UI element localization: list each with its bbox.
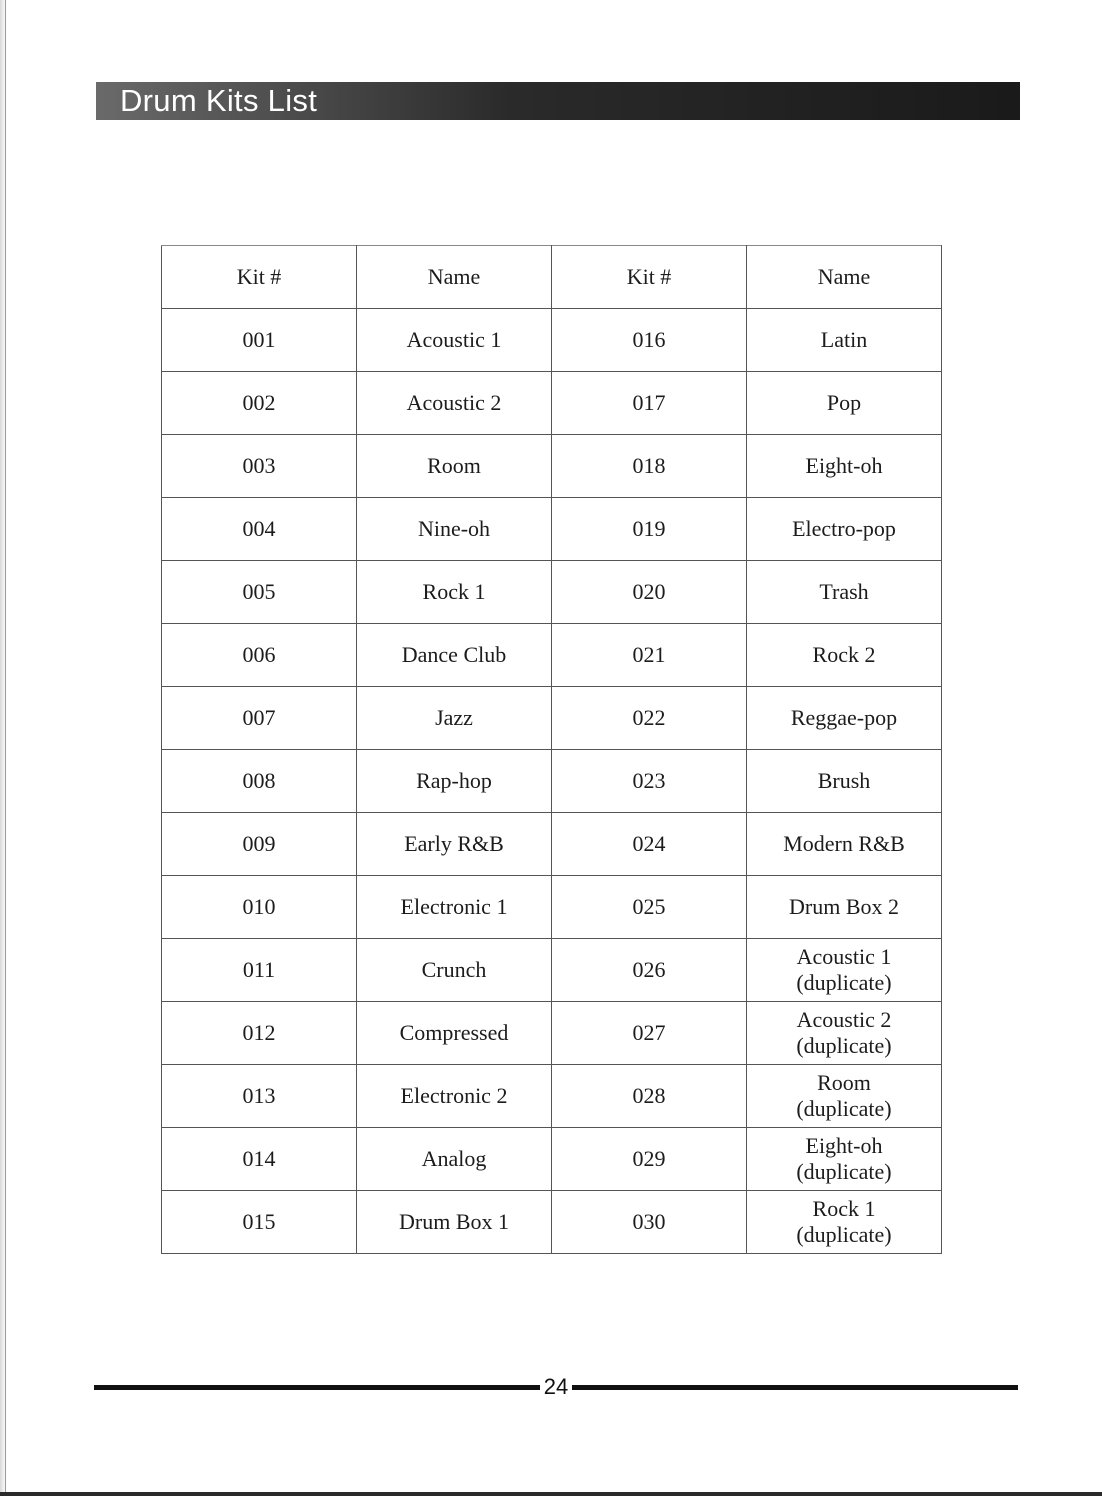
kit-name-cell: Acoustic 2 (duplicate) xyxy=(747,1002,942,1065)
kit-number-cell: 018 xyxy=(552,435,747,498)
kit-number-cell: 012 xyxy=(162,1002,357,1065)
table-row xyxy=(162,309,942,372)
page-left-edge xyxy=(0,0,7,1496)
kit-name-cell: Brush xyxy=(747,750,942,813)
kit-name-cell: Modern R&B xyxy=(747,813,942,876)
kit-name-cell: Dance Club xyxy=(357,624,552,687)
kit-number-cell: 003 xyxy=(162,435,357,498)
table-row xyxy=(162,372,942,435)
kit-number-cell: 005 xyxy=(162,561,357,624)
kit-name-cell: Room (duplicate) xyxy=(747,1065,942,1128)
kit-number-cell: 010 xyxy=(162,876,357,939)
kit-number-cell: 001 xyxy=(162,309,357,372)
table-row xyxy=(162,624,942,687)
kit-name-cell: Jazz xyxy=(357,687,552,750)
kit-name-cell: Rock 2 xyxy=(747,624,942,687)
kit-number-cell: 004 xyxy=(162,498,357,561)
column-header-name: Name xyxy=(747,246,942,309)
kit-number-cell: 011 xyxy=(162,939,357,1002)
kit-name-cell: Electronic 2 xyxy=(357,1065,552,1128)
page-footer xyxy=(94,1372,1018,1402)
kit-name-cell: Eight-oh xyxy=(747,435,942,498)
kit-number-cell: 030 xyxy=(552,1191,747,1254)
table-row xyxy=(162,750,942,813)
kit-number-cell: 009 xyxy=(162,813,357,876)
table-row xyxy=(162,1191,942,1254)
kit-name-cell: Rock 1 (duplicate) xyxy=(747,1191,942,1254)
table-header-row xyxy=(162,246,942,309)
column-header-name: Name xyxy=(357,246,552,309)
kit-number-cell: 025 xyxy=(552,876,747,939)
kit-name-cell: Acoustic 1 (duplicate) xyxy=(747,939,942,1002)
table-row xyxy=(162,687,942,750)
kit-number-cell: 028 xyxy=(552,1065,747,1128)
kit-number-cell: 017 xyxy=(552,372,747,435)
column-header-kit-number: Kit # xyxy=(552,246,747,309)
kit-number-cell: 008 xyxy=(162,750,357,813)
kit-name-cell: Reggae-pop xyxy=(747,687,942,750)
kit-number-cell: 024 xyxy=(552,813,747,876)
kit-number-cell: 019 xyxy=(552,498,747,561)
kit-number-cell: 014 xyxy=(162,1128,357,1191)
drum-kits-table xyxy=(161,245,942,1254)
kit-name-cell: Drum Box 2 xyxy=(747,876,942,939)
kit-name-cell: Acoustic 1 xyxy=(357,309,552,372)
table-row xyxy=(162,561,942,624)
kit-name-cell: Nine-oh xyxy=(357,498,552,561)
page-bottom-edge xyxy=(0,1492,1102,1496)
footer-rule-right xyxy=(572,1385,1018,1390)
kit-number-cell: 002 xyxy=(162,372,357,435)
kit-number-cell: 029 xyxy=(552,1128,747,1191)
table-row xyxy=(162,876,942,939)
table-row xyxy=(162,1065,942,1128)
section-title-bar xyxy=(96,82,1020,120)
footer-rule-left xyxy=(94,1385,540,1390)
kit-number-cell: 016 xyxy=(552,309,747,372)
column-header-kit-number: Kit # xyxy=(162,246,357,309)
kit-number-cell: 026 xyxy=(552,939,747,1002)
kit-name-cell: Compressed xyxy=(357,1002,552,1065)
kit-name-cell: Trash xyxy=(747,561,942,624)
kit-number-cell: 015 xyxy=(162,1191,357,1254)
kit-name-cell: Early R&B xyxy=(357,813,552,876)
table-body xyxy=(162,309,942,1254)
kit-name-cell: Eight-oh (duplicate) xyxy=(747,1128,942,1191)
kit-number-cell: 021 xyxy=(552,624,747,687)
table-row xyxy=(162,1128,942,1191)
kit-name-cell: Acoustic 2 xyxy=(357,372,552,435)
kit-name-cell: Latin xyxy=(747,309,942,372)
kit-number-cell: 023 xyxy=(552,750,747,813)
kit-name-cell: Drum Box 1 xyxy=(357,1191,552,1254)
kit-number-cell: 022 xyxy=(552,687,747,750)
kit-name-cell: Analog xyxy=(357,1128,552,1191)
kit-name-cell: Crunch xyxy=(357,939,552,1002)
kit-number-cell: 027 xyxy=(552,1002,747,1065)
table-row xyxy=(162,939,942,1002)
page-number: 24 xyxy=(543,1374,569,1399)
table-row xyxy=(162,498,942,561)
table-row xyxy=(162,1002,942,1065)
kit-number-cell: 006 xyxy=(162,624,357,687)
kit-number-cell: 013 xyxy=(162,1065,357,1128)
page-title: Drum Kits List xyxy=(120,83,318,118)
kit-name-cell: Rock 1 xyxy=(357,561,552,624)
kit-name-cell: Pop xyxy=(747,372,942,435)
kit-name-cell: Room xyxy=(357,435,552,498)
table-row xyxy=(162,435,942,498)
table-row xyxy=(162,813,942,876)
kit-name-cell: Electronic 1 xyxy=(357,876,552,939)
kit-name-cell: Rap-hop xyxy=(357,750,552,813)
kit-number-cell: 007 xyxy=(162,687,357,750)
kit-number-cell: 020 xyxy=(552,561,747,624)
kit-name-cell: Electro-pop xyxy=(747,498,942,561)
